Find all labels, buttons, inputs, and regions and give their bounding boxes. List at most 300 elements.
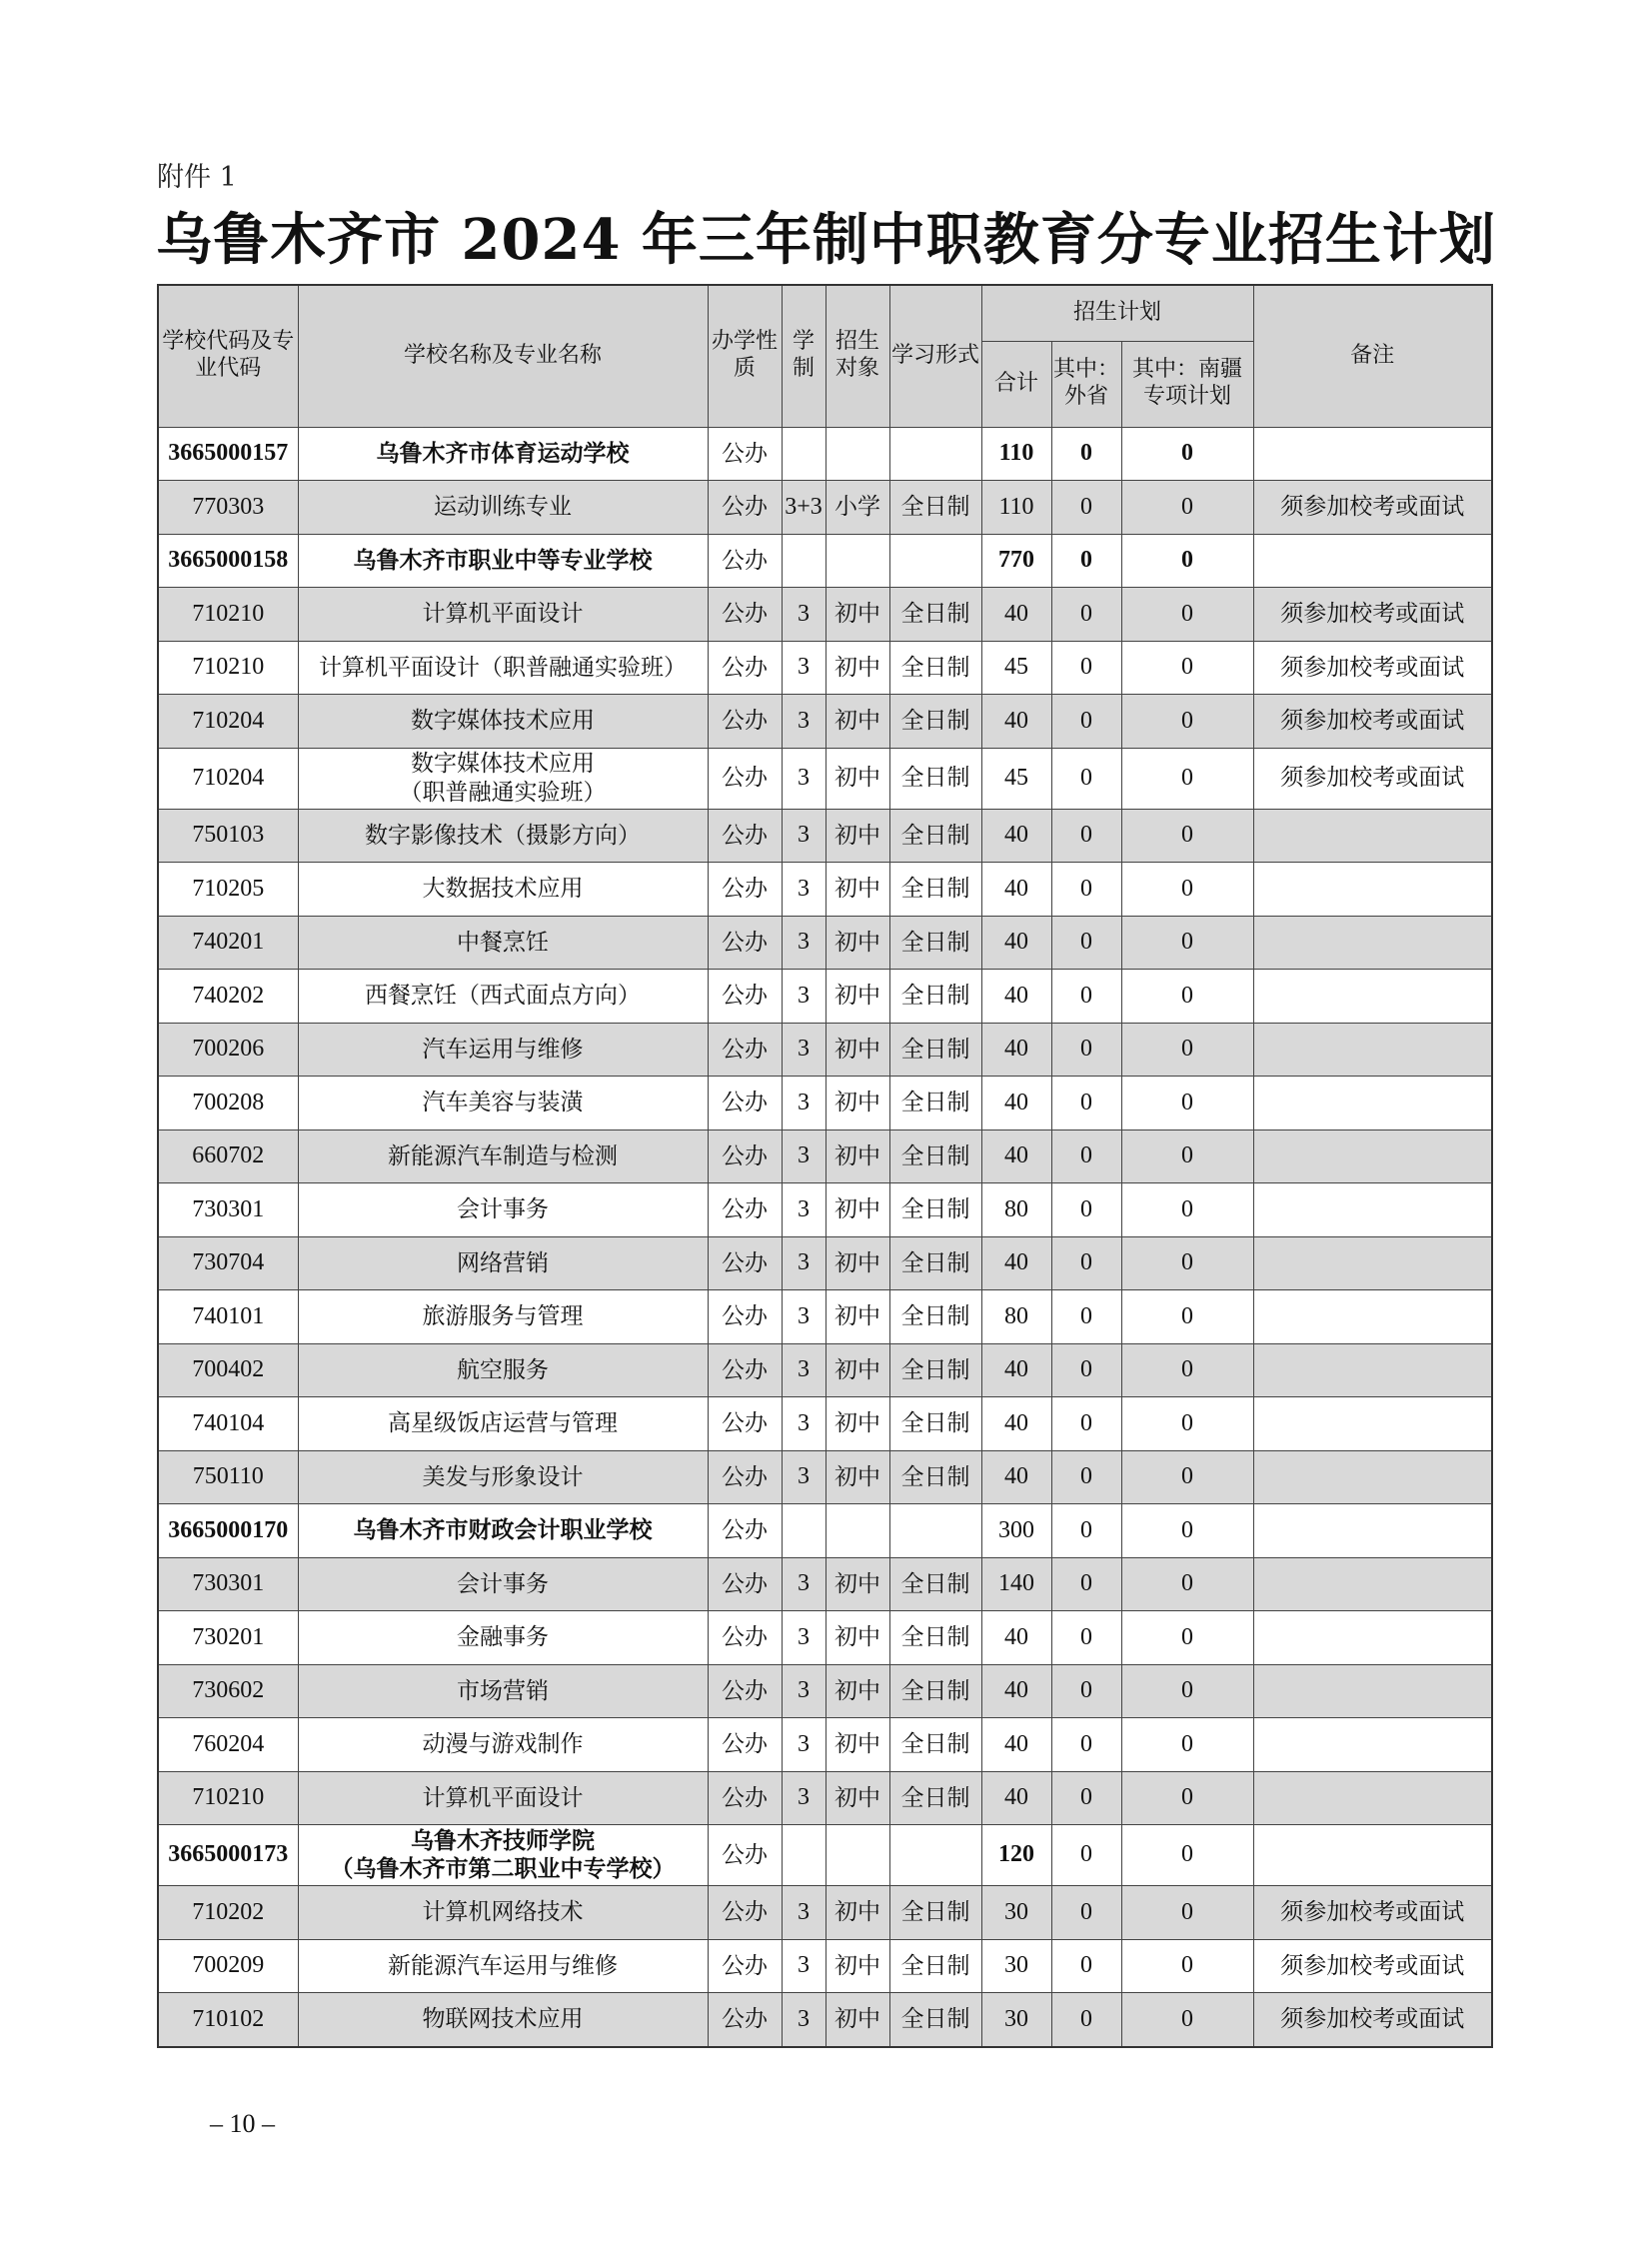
total-cell: 40 [981, 1343, 1051, 1397]
target-cell: 初中 [826, 1290, 889, 1344]
form-cell: 全日制 [889, 916, 981, 970]
target-cell: 初中 [826, 1718, 889, 1772]
target-cell: 初中 [826, 1023, 889, 1077]
nature-cell: 公办 [708, 534, 782, 588]
name-cell: 高星级饭店运营与管理 [298, 1397, 708, 1451]
major-row [158, 1611, 1492, 1665]
out-province-cell: 0 [1051, 1771, 1121, 1825]
nature-cell: 公办 [708, 1343, 782, 1397]
code-cell: 700206 [158, 1023, 298, 1077]
remark-cell: 须参加校考或面试 [1253, 1939, 1492, 1993]
name-cell [298, 1825, 708, 1886]
total-cell: 140 [981, 1557, 1051, 1611]
south-xinjiang-cell: 0 [1121, 1825, 1253, 1886]
duration-cell: 3 [782, 916, 826, 970]
form-cell: 全日制 [889, 1886, 981, 1940]
form-cell: 全日制 [889, 1236, 981, 1290]
remark-cell [1253, 916, 1492, 970]
code-cell: 730201 [158, 1611, 298, 1665]
nature-cell: 公办 [708, 1023, 782, 1077]
duration-cell: 3 [782, 1343, 826, 1397]
form-cell: 全日制 [889, 1664, 981, 1718]
major-row [158, 1236, 1492, 1290]
total-cell: 40 [981, 1771, 1051, 1825]
remark-cell [1253, 1397, 1492, 1451]
out-province-cell: 0 [1051, 534, 1121, 588]
target-cell [826, 1825, 889, 1886]
nature-cell: 公办 [708, 481, 782, 535]
remark-cell [1253, 534, 1492, 588]
total-cell: 40 [981, 1664, 1051, 1718]
nature-cell: 公办 [708, 1504, 782, 1558]
form-cell: 全日制 [889, 1450, 981, 1504]
major-row [158, 695, 1492, 749]
nature-cell: 公办 [708, 1825, 782, 1886]
name-cell: 新能源汽车运用与维修 [298, 1939, 708, 1993]
remark-cell [1253, 1557, 1492, 1611]
attachment-label: 附件 1 [157, 162, 237, 193]
south-xinjiang-cell: 0 [1121, 1236, 1253, 1290]
duration-cell: 3 [782, 1993, 826, 2047]
total-cell: 40 [981, 1397, 1051, 1451]
total-cell: 80 [981, 1290, 1051, 1344]
nature-cell: 公办 [708, 1397, 782, 1451]
major-row [158, 1290, 1492, 1344]
name-cell: 数字媒体技术应用 [298, 695, 708, 749]
south-xinjiang-cell: 0 [1121, 1023, 1253, 1077]
header-form: 学习形式 [889, 285, 981, 427]
remark-cell: 须参加校考或面试 [1253, 1886, 1492, 1940]
south-xinjiang-cell: 0 [1121, 1886, 1253, 1940]
duration-cell: 3 [782, 1611, 826, 1665]
south-xinjiang-cell: 0 [1121, 970, 1253, 1024]
total-cell: 40 [981, 1611, 1051, 1665]
south-xinjiang-cell: 0 [1121, 1183, 1253, 1237]
duration-cell: 3 [782, 1077, 826, 1130]
south-xinjiang-cell: 0 [1121, 1939, 1253, 1993]
south-xinjiang-cell: 0 [1121, 1077, 1253, 1130]
out-province-cell: 0 [1051, 1129, 1121, 1183]
remark-cell [1253, 1771, 1492, 1825]
target-cell [826, 534, 889, 588]
header-plan-group: 招生计划 [981, 285, 1253, 341]
code-cell: 3665000170 [158, 1504, 298, 1558]
total-cell: 110 [981, 481, 1051, 535]
form-cell [889, 1504, 981, 1558]
target-cell: 初中 [826, 1611, 889, 1665]
duration-cell: 3 [782, 1771, 826, 1825]
remark-cell [1253, 863, 1492, 917]
nature-cell: 公办 [708, 1183, 782, 1237]
out-province-cell: 0 [1051, 1450, 1121, 1504]
target-cell: 初中 [826, 1343, 889, 1397]
major-row [158, 1023, 1492, 1077]
duration-cell: 3 [782, 641, 826, 695]
code-cell: 710210 [158, 588, 298, 642]
nature-cell: 公办 [708, 1077, 782, 1130]
code-cell: 710102 [158, 1993, 298, 2047]
code-cell: 770303 [158, 481, 298, 535]
duration-cell: 3 [782, 1397, 826, 1451]
name-cell: 旅游服务与管理 [298, 1290, 708, 1344]
target-cell: 初中 [826, 1077, 889, 1130]
header-remark: 备注 [1253, 285, 1492, 427]
nature-cell: 公办 [708, 916, 782, 970]
major-row [158, 1343, 1492, 1397]
major-row [158, 1183, 1492, 1237]
form-cell: 全日制 [889, 1611, 981, 1665]
major-row [158, 863, 1492, 917]
code-cell: 710204 [158, 695, 298, 749]
duration-cell: 3 [782, 1664, 826, 1718]
school-row [158, 427, 1492, 481]
name-line-2: （职普融通实验班） [399, 779, 607, 806]
target-cell: 初中 [826, 641, 889, 695]
header-target: 招生对象 [826, 285, 889, 427]
table-header [158, 285, 1492, 427]
target-cell: 初中 [826, 1236, 889, 1290]
south-xinjiang-cell: 0 [1121, 1771, 1253, 1825]
code-cell: 710205 [158, 863, 298, 917]
south-xinjiang-cell: 0 [1121, 809, 1253, 863]
out-province-cell: 0 [1051, 1718, 1121, 1772]
duration-cell: 3 [782, 970, 826, 1024]
total-cell: 40 [981, 588, 1051, 642]
total-cell: 40 [981, 1023, 1051, 1077]
code-cell: 760204 [158, 1718, 298, 1772]
name-cell: 乌鲁木齐市体育运动学校 [298, 427, 708, 481]
name-line-2: （乌鲁木齐市第二职业中专学校） [330, 1856, 676, 1882]
remark-cell [1253, 970, 1492, 1024]
target-cell [826, 1504, 889, 1558]
remark-cell [1253, 1236, 1492, 1290]
target-cell: 初中 [826, 1939, 889, 1993]
nature-cell: 公办 [708, 1664, 782, 1718]
nature-cell: 公办 [708, 1290, 782, 1344]
target-cell: 初中 [826, 970, 889, 1024]
out-province-cell: 0 [1051, 863, 1121, 917]
south-xinjiang-cell: 0 [1121, 863, 1253, 917]
nature-cell: 公办 [708, 863, 782, 917]
nature-cell: 公办 [708, 427, 782, 481]
name-cell: 大数据技术应用 [298, 863, 708, 917]
name-cell: 会计事务 [298, 1557, 708, 1611]
code-cell: 700208 [158, 1077, 298, 1130]
name-cell: 金融事务 [298, 1611, 708, 1665]
code-cell: 3665000173 [158, 1825, 298, 1886]
code-cell: 700209 [158, 1939, 298, 1993]
header-total: 合计 [981, 341, 1051, 427]
major-row [158, 970, 1492, 1024]
duration-cell: 3 [782, 1290, 826, 1344]
major-row [158, 1450, 1492, 1504]
major-row [158, 1077, 1492, 1130]
name-cell: 动漫与游戏制作 [298, 1718, 708, 1772]
south-xinjiang-cell: 0 [1121, 1504, 1253, 1558]
south-xinjiang-cell: 0 [1121, 1718, 1253, 1772]
nature-cell: 公办 [708, 588, 782, 642]
code-cell: 710202 [158, 1886, 298, 1940]
code-cell: 750103 [158, 809, 298, 863]
duration-cell: 3 [782, 1023, 826, 1077]
total-cell: 770 [981, 534, 1051, 588]
name-cell [298, 748, 708, 809]
remark-cell: 须参加校考或面试 [1253, 481, 1492, 535]
code-cell: 740202 [158, 970, 298, 1024]
out-province-cell: 0 [1051, 916, 1121, 970]
target-cell: 初中 [826, 916, 889, 970]
duration-cell [782, 1504, 826, 1558]
target-cell: 初中 [826, 1664, 889, 1718]
code-cell: 730301 [158, 1557, 298, 1611]
target-cell: 初中 [826, 809, 889, 863]
name-cell: 数字影像技术（摄影方向） [298, 809, 708, 863]
name-line-1: 乌鲁木齐技师学院 [411, 1827, 595, 1854]
major-row [158, 588, 1492, 642]
form-cell: 全日制 [889, 809, 981, 863]
remark-cell [1253, 1450, 1492, 1504]
form-cell: 全日制 [889, 1771, 981, 1825]
out-province-cell: 0 [1051, 970, 1121, 1024]
code-cell: 740104 [158, 1397, 298, 1451]
total-cell: 40 [981, 809, 1051, 863]
form-cell: 全日制 [889, 748, 981, 809]
remark-cell [1253, 1825, 1492, 1886]
target-cell: 初中 [826, 1993, 889, 2047]
target-cell [826, 427, 889, 481]
south-xinjiang-cell: 0 [1121, 1557, 1253, 1611]
remark-cell [1253, 1611, 1492, 1665]
south-xinjiang-cell: 0 [1121, 1397, 1253, 1451]
remark-cell [1253, 1290, 1492, 1344]
south-xinjiang-cell: 0 [1121, 481, 1253, 535]
form-cell: 全日制 [889, 1129, 981, 1183]
header-duration: 学制 [782, 285, 826, 427]
nature-cell: 公办 [708, 970, 782, 1024]
name-cell: 网络营销 [298, 1236, 708, 1290]
nature-cell: 公办 [708, 1611, 782, 1665]
south-xinjiang-cell: 0 [1121, 1611, 1253, 1665]
major-row [158, 809, 1492, 863]
code-cell: 730602 [158, 1664, 298, 1718]
nature-cell: 公办 [708, 641, 782, 695]
out-province-cell: 0 [1051, 1023, 1121, 1077]
out-province-cell: 0 [1051, 1825, 1121, 1886]
nature-cell: 公办 [708, 1771, 782, 1825]
code-cell: 740201 [158, 916, 298, 970]
code-cell: 700402 [158, 1343, 298, 1397]
code-cell: 730704 [158, 1236, 298, 1290]
name-cell: 乌鲁木齐市财政会计职业学校 [298, 1504, 708, 1558]
duration-cell: 3 [782, 1557, 826, 1611]
remark-cell [1253, 1129, 1492, 1183]
code-cell: 710204 [158, 748, 298, 809]
remark-cell [1253, 1664, 1492, 1718]
form-cell: 全日制 [889, 1077, 981, 1130]
duration-cell: 3 [782, 1183, 826, 1237]
out-province-cell: 0 [1051, 641, 1121, 695]
remark-cell: 须参加校考或面试 [1253, 1993, 1492, 2047]
major-row [158, 1993, 1492, 2047]
out-province-cell: 0 [1051, 1557, 1121, 1611]
major-row [158, 1664, 1492, 1718]
remark-cell [1253, 1077, 1492, 1130]
name-cell: 新能源汽车制造与检测 [298, 1129, 708, 1183]
total-cell: 40 [981, 1077, 1051, 1130]
name-cell: 美发与形象设计 [298, 1450, 708, 1504]
document-title: 乌鲁木齐市 2024 年三年制中职教育分专业招生计划 [156, 207, 1496, 273]
south-xinjiang-cell: 0 [1121, 1450, 1253, 1504]
name-cell: 计算机平面设计（职普融通实验班） [298, 641, 708, 695]
out-province-cell: 0 [1051, 1611, 1121, 1665]
out-province-cell: 0 [1051, 1236, 1121, 1290]
target-cell: 初中 [826, 588, 889, 642]
duration-cell [782, 427, 826, 481]
form-cell: 全日制 [889, 1557, 981, 1611]
form-cell: 全日制 [889, 970, 981, 1024]
out-province-cell: 0 [1051, 1664, 1121, 1718]
out-province-cell: 0 [1051, 695, 1121, 749]
nature-cell: 公办 [708, 809, 782, 863]
total-cell: 45 [981, 748, 1051, 809]
header-nature: 办学性质 [708, 285, 782, 427]
out-province-cell: 0 [1051, 1397, 1121, 1451]
south-xinjiang-cell: 0 [1121, 1993, 1253, 2047]
name-cell: 汽车运用与维修 [298, 1023, 708, 1077]
south-xinjiang-cell: 0 [1121, 1129, 1253, 1183]
total-cell: 40 [981, 970, 1051, 1024]
south-xinjiang-cell: 0 [1121, 641, 1253, 695]
remark-cell [1253, 1183, 1492, 1237]
remark-cell [1253, 1718, 1492, 1772]
target-cell: 初中 [826, 1450, 889, 1504]
remark-cell [1253, 427, 1492, 481]
major-row [158, 481, 1492, 535]
duration-cell: 3 [782, 748, 826, 809]
form-cell: 全日制 [889, 1023, 981, 1077]
total-cell: 45 [981, 641, 1051, 695]
remark-cell: 须参加校考或面试 [1253, 695, 1492, 749]
name-line-1: 数字媒体技术应用 [411, 751, 595, 778]
target-cell: 小学 [826, 481, 889, 535]
south-xinjiang-cell: 0 [1121, 916, 1253, 970]
out-province-cell: 0 [1051, 588, 1121, 642]
total-cell: 40 [981, 863, 1051, 917]
form-cell: 全日制 [889, 863, 981, 917]
major-row [158, 916, 1492, 970]
south-xinjiang-cell: 0 [1121, 1343, 1253, 1397]
school-row [158, 1825, 1492, 1886]
total-cell: 40 [981, 1450, 1051, 1504]
nature-cell: 公办 [708, 1939, 782, 1993]
out-province-cell: 0 [1051, 1993, 1121, 2047]
code-cell: 740101 [158, 1290, 298, 1344]
form-cell [889, 534, 981, 588]
page-number: – 10 – [210, 2109, 275, 2138]
major-row [158, 748, 1492, 809]
name-cell: 会计事务 [298, 1183, 708, 1237]
school-row [158, 1504, 1492, 1558]
south-xinjiang-cell: 0 [1121, 1290, 1253, 1344]
major-row [158, 1718, 1492, 1772]
duration-cell: 3 [782, 1450, 826, 1504]
name-cell: 计算机平面设计 [298, 1771, 708, 1825]
target-cell: 初中 [826, 748, 889, 809]
code-cell: 660702 [158, 1129, 298, 1183]
duration-cell: 3 [782, 695, 826, 749]
duration-cell: 3 [782, 1129, 826, 1183]
form-cell: 全日制 [889, 641, 981, 695]
form-cell: 全日制 [889, 1397, 981, 1451]
out-province-cell: 0 [1051, 481, 1121, 535]
header-name: 学校名称及专业名称 [298, 285, 708, 427]
out-province-cell: 0 [1051, 1939, 1121, 1993]
name-cell: 中餐烹饪 [298, 916, 708, 970]
form-cell: 全日制 [889, 1183, 981, 1237]
header-south-xinjiang: 其中：南疆专项计划 [1121, 341, 1253, 427]
code-cell: 710210 [158, 1771, 298, 1825]
duration-cell: 3 [782, 863, 826, 917]
duration-cell [782, 534, 826, 588]
remark-cell [1253, 1504, 1492, 1558]
name-cell: 市场营销 [298, 1664, 708, 1718]
major-row [158, 1939, 1492, 1993]
nature-cell: 公办 [708, 748, 782, 809]
duration-cell: 3 [782, 1718, 826, 1772]
nature-cell: 公办 [708, 695, 782, 749]
duration-cell: 3 [782, 1886, 826, 1940]
target-cell: 初中 [826, 1397, 889, 1451]
name-cell: 物联网技术应用 [298, 1993, 708, 2047]
major-row [158, 1129, 1492, 1183]
remark-cell [1253, 1343, 1492, 1397]
major-row [158, 641, 1492, 695]
form-cell: 全日制 [889, 1718, 981, 1772]
remark-cell: 须参加校考或面试 [1253, 588, 1492, 642]
remark-cell: 须参加校考或面试 [1253, 748, 1492, 809]
remark-cell: 须参加校考或面试 [1253, 641, 1492, 695]
out-province-cell: 0 [1051, 1343, 1121, 1397]
total-cell: 40 [981, 1129, 1051, 1183]
name-cell: 计算机网络技术 [298, 1886, 708, 1940]
form-cell: 全日制 [889, 1343, 981, 1397]
major-row [158, 1886, 1492, 1940]
total-cell: 30 [981, 1886, 1051, 1940]
out-province-cell: 0 [1051, 809, 1121, 863]
out-province-cell: 0 [1051, 427, 1121, 481]
remark-cell [1253, 809, 1492, 863]
code-cell: 750110 [158, 1450, 298, 1504]
major-row [158, 1771, 1492, 1825]
name-cell: 计算机平面设计 [298, 588, 708, 642]
total-cell: 40 [981, 916, 1051, 970]
code-cell: 730301 [158, 1183, 298, 1237]
form-cell: 全日制 [889, 481, 981, 535]
total-cell: 80 [981, 1183, 1051, 1237]
target-cell: 初中 [826, 1129, 889, 1183]
school-row [158, 534, 1492, 588]
out-province-cell: 0 [1051, 1183, 1121, 1237]
header-out-province: 其中：外省 [1051, 341, 1121, 427]
target-cell: 初中 [826, 1771, 889, 1825]
out-province-cell: 0 [1051, 748, 1121, 809]
header-code: 学校代码及专业代码 [158, 285, 298, 427]
south-xinjiang-cell: 0 [1121, 534, 1253, 588]
south-xinjiang-cell: 0 [1121, 588, 1253, 642]
major-row [158, 1557, 1492, 1611]
duration-cell: 3 [782, 809, 826, 863]
total-cell: 30 [981, 1939, 1051, 1993]
